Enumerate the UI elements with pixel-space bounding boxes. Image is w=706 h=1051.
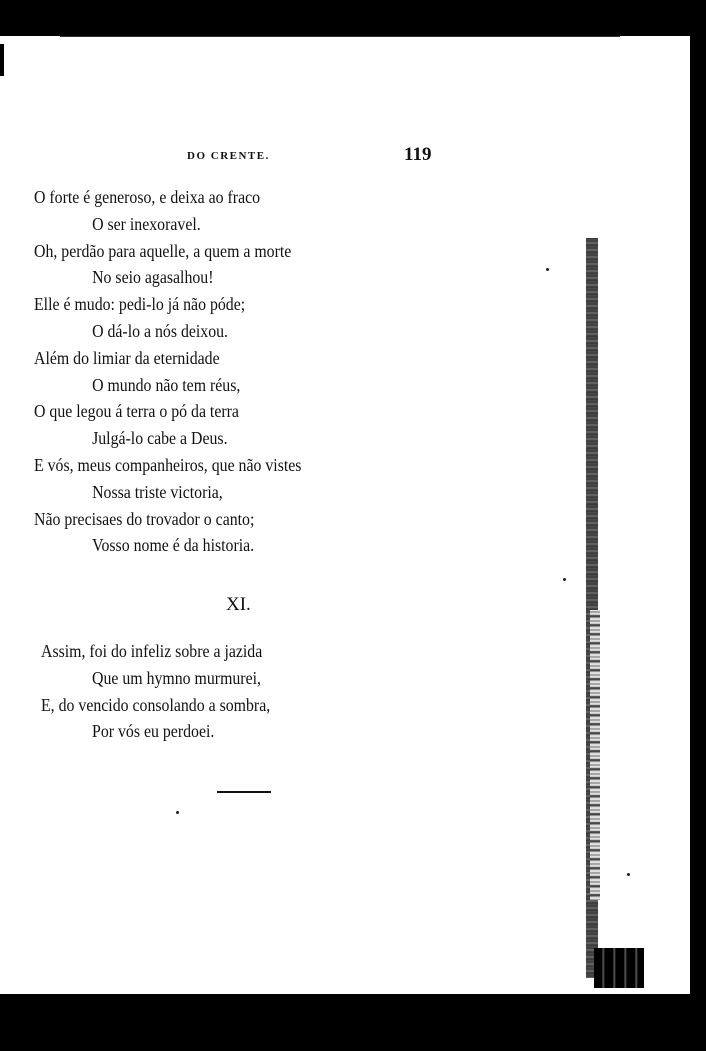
running-header: DO CRENTE. xyxy=(187,150,270,162)
book-spine-block xyxy=(594,948,644,988)
poem-line: Além do limiar da eternidade xyxy=(34,347,220,368)
poem-line: O dá-lo a nós deixou. xyxy=(92,320,229,341)
page-number: 119 xyxy=(404,144,432,165)
poem-stanza xyxy=(34,184,434,559)
poem-stanza-xi xyxy=(41,638,441,745)
scan-top-edge xyxy=(60,30,620,37)
end-rule xyxy=(217,791,271,793)
ink-speck xyxy=(176,811,179,814)
book-spine-texture xyxy=(590,610,600,900)
ink-speck xyxy=(563,578,566,581)
poem-line: Nossa triste victoria, xyxy=(92,481,223,502)
poem-line: Assim, foi do infeliz sobre a jazida xyxy=(41,641,263,661)
poem-line: Por vós eu perdoei. xyxy=(92,721,215,742)
poem-line: Elle é mudo: pedi-lo já não póde; xyxy=(34,294,246,315)
poem-line: O que legou á terra o pó da terra xyxy=(34,401,239,422)
poem-line: Julgá-lo cabe a Deus. xyxy=(92,428,228,449)
scan-bottom-border xyxy=(0,994,706,1051)
poem-line: E vós, meus companheiros, que não vistes xyxy=(34,454,302,475)
poem-line: O forte é generoso, e deixa ao fraco xyxy=(34,187,261,207)
poem-line: Vosso nome é da historia. xyxy=(92,535,255,556)
ink-speck xyxy=(627,873,630,876)
poem-line: O mundo não tem réus, xyxy=(92,374,241,395)
poem-line: E, do vencido consolando a sombra, xyxy=(41,694,271,715)
poem-line: No seio agasalhou! xyxy=(92,267,214,288)
poem-line: O ser inexoravel. xyxy=(92,213,201,234)
poem-line: Não precisaes do trovador o canto; xyxy=(34,508,255,529)
poem-line: Oh, perdão para aquelle, a quem a morte xyxy=(34,240,292,261)
ink-speck xyxy=(546,268,549,271)
scan-right-border xyxy=(690,0,706,1051)
section-title: XI. xyxy=(226,594,251,615)
poem-line: Que um hymno murmurei, xyxy=(92,667,261,688)
scan-left-mark xyxy=(0,44,4,76)
